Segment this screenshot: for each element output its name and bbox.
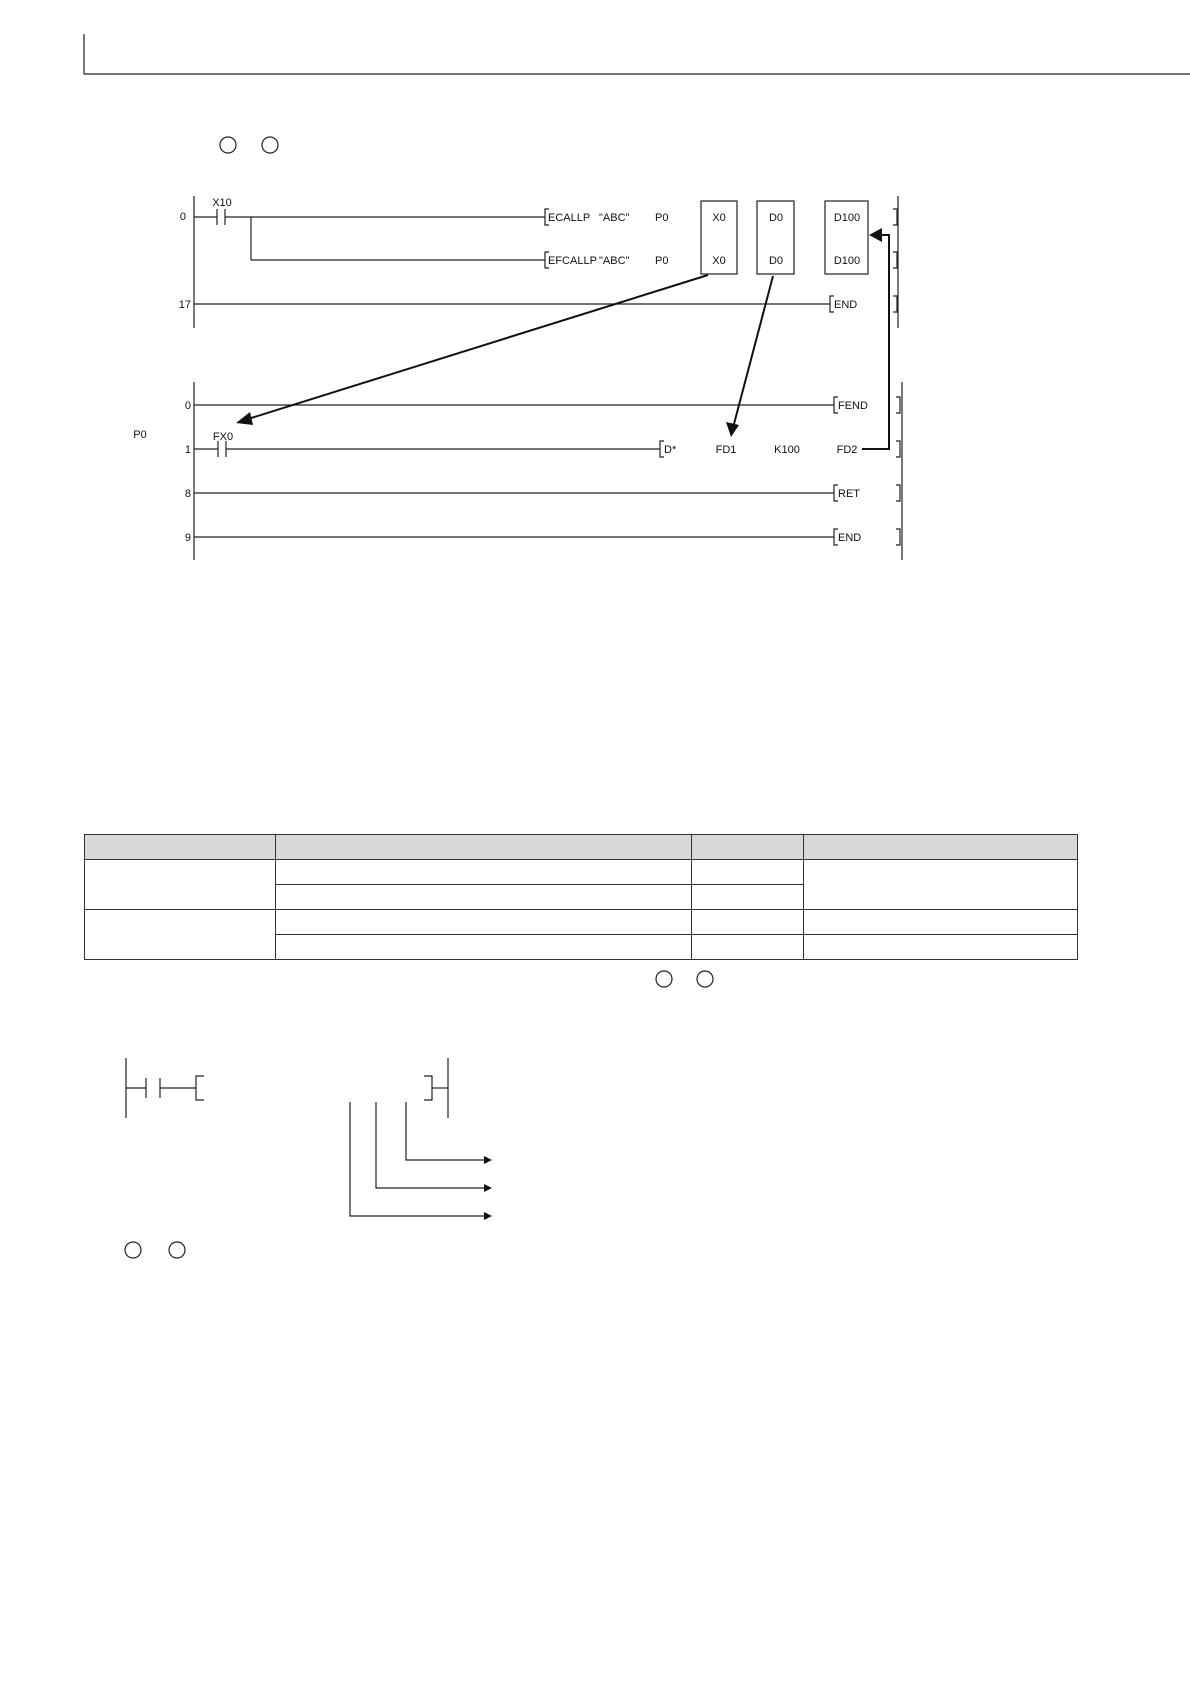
rung1-instruction: ECALLP xyxy=(548,212,591,224)
circle-marker-5 xyxy=(125,1242,141,1258)
table-cell xyxy=(85,910,276,960)
contact-label-fx0: FX0 xyxy=(212,431,234,443)
instr-bracket-close-2 xyxy=(893,252,897,268)
circle-marker-2 xyxy=(262,137,278,153)
dmul-instruction: D* xyxy=(664,444,677,456)
fend-label: FEND xyxy=(838,400,868,412)
format-leader-1 xyxy=(406,1102,484,1160)
arrow-x0-to-fx0 xyxy=(248,275,708,419)
rung1-arg-d0: D0 xyxy=(768,212,784,224)
table-header-cell xyxy=(276,835,692,860)
main-ladder-diagram xyxy=(179,196,898,328)
table-cell xyxy=(692,935,804,960)
table-cell xyxy=(804,860,1078,910)
arrowhead-d100 xyxy=(869,228,882,242)
instr-bracket-close-1 xyxy=(893,209,897,225)
rung2-arg-d100: D100 xyxy=(833,255,861,267)
rung1-pointer: P0 xyxy=(655,212,669,224)
sub-step-0: 0 xyxy=(184,400,191,412)
format-bracket-close xyxy=(424,1076,432,1100)
format-leader-1-head xyxy=(484,1156,492,1164)
table-row xyxy=(85,860,1078,885)
ret-label: RET xyxy=(838,488,860,500)
format-leader-2-head xyxy=(484,1184,492,1192)
operand-fd1: FD1 xyxy=(715,444,737,456)
circle-marker-1 xyxy=(220,137,236,153)
step-number-17: 17 xyxy=(178,299,191,311)
contact-label-x10: X10 xyxy=(212,197,232,209)
format-leader-3 xyxy=(350,1102,484,1216)
arrow-d0-to-fd1 xyxy=(734,276,773,424)
rung1-file-name: "ABC" xyxy=(599,212,630,224)
table-cell xyxy=(276,860,692,885)
circle-marker-3 xyxy=(656,971,672,987)
format-diagram xyxy=(126,1058,492,1220)
end-bracket-close xyxy=(893,296,897,312)
format-bracket-open xyxy=(196,1076,204,1100)
format-leader-3-head xyxy=(484,1212,492,1220)
rung1-arg-x0: X0 xyxy=(712,212,726,224)
sub-end-bracket-close xyxy=(896,529,900,545)
rung2-file-name: "ABC" xyxy=(599,255,630,267)
table-cell xyxy=(692,910,804,935)
table-cell xyxy=(804,935,1078,960)
dmul-bracket-close xyxy=(896,441,900,457)
sub-step-1: 1 xyxy=(184,444,191,456)
step-number-0: 0 xyxy=(179,211,186,223)
sub-end-label: END xyxy=(838,532,862,544)
format-leader-2 xyxy=(376,1102,484,1188)
rung1-arg-d100: D100 xyxy=(833,212,861,224)
table-cell xyxy=(276,885,692,910)
sub-step-8: 8 xyxy=(184,488,191,500)
table-cell xyxy=(276,910,692,935)
table-header-cell xyxy=(692,835,804,860)
table-cell xyxy=(276,935,692,960)
sub-step-9: 9 xyxy=(184,532,191,544)
table-row xyxy=(85,910,1078,935)
sub-pointer-label: P0 xyxy=(133,429,147,441)
fend-bracket-close xyxy=(896,397,900,413)
rung2-pointer: P0 xyxy=(655,255,669,267)
settings-table xyxy=(84,834,1078,960)
table-cell xyxy=(692,885,804,910)
table-header-cell xyxy=(804,835,1078,860)
sub-ladder-diagram xyxy=(133,382,902,560)
operand-k100: K100 xyxy=(774,444,800,456)
main-end-label: END xyxy=(834,299,858,311)
ret-bracket-close xyxy=(896,485,900,501)
circle-marker-4 xyxy=(697,971,713,987)
table-header-cell xyxy=(85,835,276,860)
arrowhead-fd1 xyxy=(726,422,739,437)
table-cell xyxy=(692,860,804,885)
table-cell xyxy=(85,860,276,910)
rung2-arg-d0: D0 xyxy=(768,255,784,267)
table-cell xyxy=(804,910,1078,935)
arrowhead-fx0 xyxy=(236,412,253,425)
rung2-instruction: EFCALLP xyxy=(548,255,597,267)
arrow-fd2-to-d100 xyxy=(862,235,889,449)
operand-fd2: FD2 xyxy=(836,444,858,456)
circle-marker-6 xyxy=(169,1242,185,1258)
table-header-row xyxy=(85,835,1078,860)
rung2-arg-x0: X0 xyxy=(712,255,726,267)
